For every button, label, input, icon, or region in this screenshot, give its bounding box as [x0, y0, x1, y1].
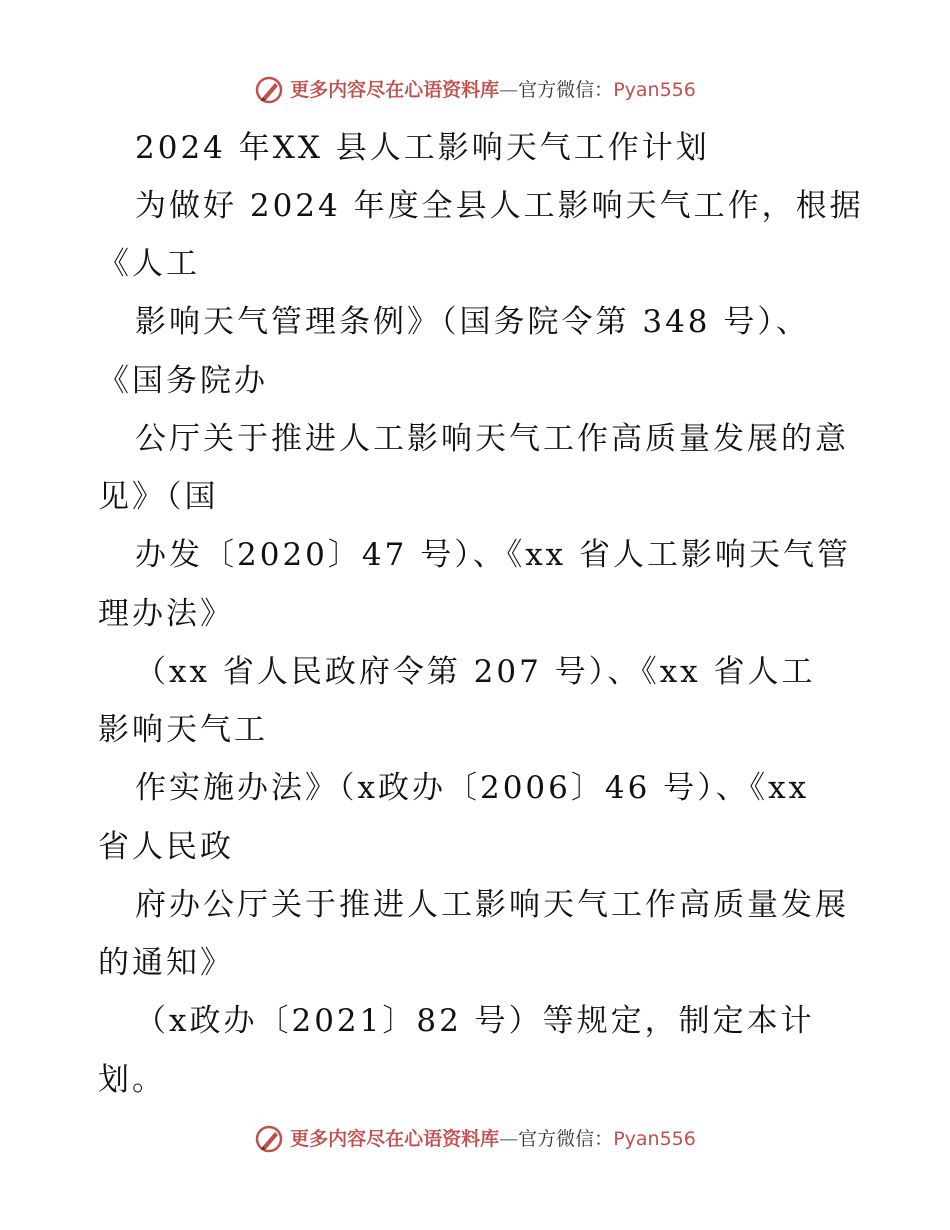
body-line: 作实施办法》（x政办〔2006〕46 号）、《xx — [135, 770, 810, 806]
watermark-wechat-id: Pyan556 — [613, 78, 696, 101]
pen-logo-icon — [254, 1124, 284, 1154]
document-title: 2024 年XX 县人工影响天气工作计划 — [135, 130, 710, 166]
watermark-dash: — — [499, 1127, 519, 1150]
body-line: （x政办〔2021〕82 号）等规定，制定本计 — [135, 1003, 815, 1039]
body-line: 办发〔2020〕47 号）、《xx 省人工影响天气管 — [135, 537, 852, 573]
body-line: 公厅关于推进人工影响天气工作高质量发展的意 — [135, 421, 849, 457]
body-line: （xx 省人民政府令第 207 号）、《xx 省人工 — [135, 654, 816, 690]
watermark-wechat-label: 官方微信： — [518, 78, 614, 101]
watermark-text: 更多内容尽在心语资料库 — [290, 1127, 500, 1150]
body-line: 理办法》 — [98, 596, 234, 632]
body-line: 为做好 2024 年度全县人工影响天气工作，根据 — [135, 188, 864, 224]
body-line: 《国务院办 — [98, 363, 268, 399]
footer-watermark — [0, 1121, 950, 1157]
watermark-wechat-id: Pyan556 — [613, 1127, 696, 1150]
watermark-dash: — — [499, 78, 519, 101]
watermark-wechat-label: 官方微信： — [518, 1127, 614, 1150]
body-line: 省人民政 — [98, 829, 234, 865]
body-line: 《人工 — [98, 246, 200, 282]
body-line: 影响天气工 — [98, 712, 268, 748]
body-line: 见》（国 — [98, 479, 219, 515]
body-line: 府办公厅关于推进人工影响天气工作高质量发展 — [135, 887, 849, 923]
body-line: 划。 — [98, 1062, 166, 1098]
body-line: 影响天气管理条例》（国务院令第 348 号）、 — [135, 304, 810, 340]
body-line: 的通知》 — [98, 945, 234, 981]
watermark-text: 更多内容尽在心语资料库 — [290, 78, 500, 101]
